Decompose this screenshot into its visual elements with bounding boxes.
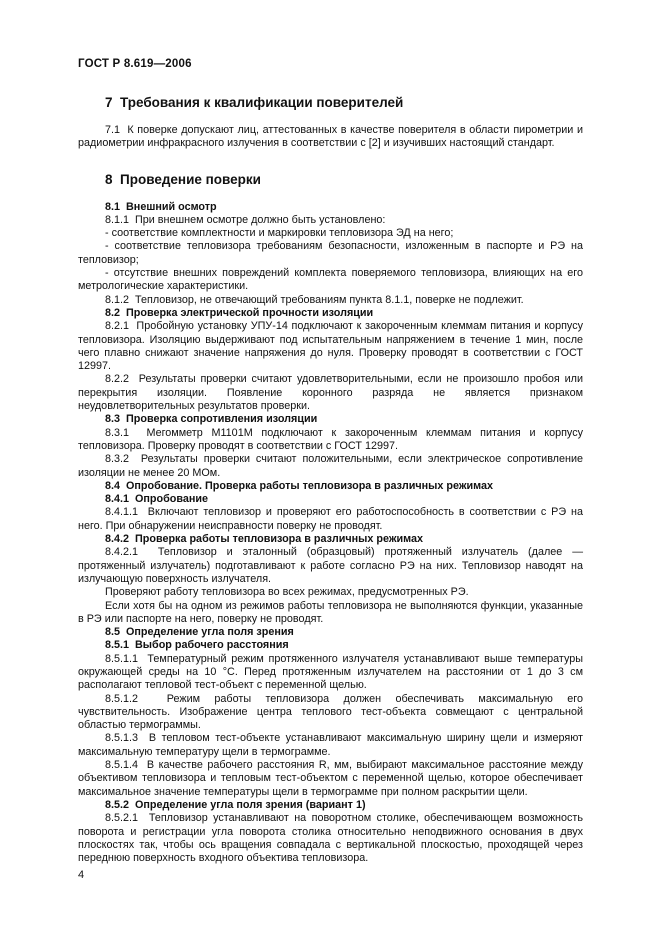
clause-8-1-2: 8.1.2 Тепловизор, не отвечающий требованиям пункта 8.1.1, поверке не подлежит. <box>105 293 524 306</box>
clause-8-5-1-3: 8.5.1.3 В тепловом тест-объекте устанавливают максимальную ширину щели и измеряют максимальную температуру щели в термограмме. <box>78 732 583 758</box>
clause-8-5-1-1: 8.5.1.1 Температурный режим протяженного излучателя устанавливают выше температуры окружающей среды на 10 °С. Перед протяженным излучателем на расстоянии от 1 до 3 см располагают тепловой тест-объект с переменной щелью. <box>78 652 583 692</box>
list-item-no-damage: - отсутствие внешних повреждений комплекта поверяемого тепловизора, влияющих на его метрологические характеристики. <box>78 267 583 293</box>
clause-8-4-1-heading: 8.4.1 Опробование <box>105 493 209 506</box>
clause-8-4-2-heading: 8.4.2 Проверка работы тепловизора в различных режимах <box>105 533 423 546</box>
clause-8-4-2-1: 8.4.2.1 Тепловизор и эталонный (образцовый) протяженный излучатель (далее — протяженный излучатель) подготавливают к работе согласно РЭ на них. Тепловизор наводят на излучающую поверхность излучателя. <box>78 546 583 585</box>
clause-8-3-2: 8.3.2 Результаты проверки считают положительными, если электрическое сопротивление изоляции не менее 20 МОм. <box>78 453 583 479</box>
clause-8-1-heading: 8.1 Внешний осмотр <box>105 200 217 213</box>
clause-8-1-1: 8.1.1 При внешнем осмотре должно быть установлено: <box>105 213 386 226</box>
clause-8-5-2-1: 8.5.2.1 Тепловизор устанавливают на поворотном столике, обеспечивающем возможность поворота и регистрации угла поворота столика относительно неподвижного основания в двух плоскостях так, чтобы ось вращения совпадала с вертикальной плоскостью, проходящей через переднюю поверхность входного объектива тепловизора. <box>78 812 583 865</box>
clause-7-1: 7.1 К поверке допускают лиц, аттестованных в качестве поверителя в области пирометрии и радиометрии инфракрасного излучения в соответствии с [2] и изучивших настоящий стандарт. <box>78 124 583 150</box>
section-7-heading: 7 Требования к квалификации поверителей <box>105 95 404 110</box>
section-8-heading: 8 Проведение поверки <box>105 171 261 187</box>
list-item-safety: - соответствие тепловизора требованиям безопасности, изложенным в паспорте и РЭ на тепловизор; <box>78 240 583 266</box>
list-item-completeness: - соответствие комплектности и маркировки тепловизора ЭД на него; <box>105 227 454 240</box>
clause-8-2-heading: 8.2 Проверка электрической прочности изоляции <box>105 306 374 319</box>
clause-8-4-heading: 8.4 Опробование. Проверка работы тепловизора в различных режимах <box>105 479 494 492</box>
clause-8-3-1: 8.3.1 Мегомметр М1101М подключают к закороченным клеммам питания и корпусу тепловизора. Проверку проводят в соответствии с ГОСТ 12997. <box>78 426 583 452</box>
clause-8-2-1: 8.2.1 Пробойную установку УПУ-14 подключают к закороченным клеммам питания и корпусу тепловизора. Изоляцию выдерживают под испытательным напряжением в течение 1 мин, после чего плавно снижают значение напряжения до нуля. Проверку проводят в соответствии с ГОСТ 12997. <box>78 320 583 373</box>
clause-8-2-2: 8.2.2 Результаты проверки считают удовлетворительными, если не произошло пробоя или перекрытия изоляции. Появление коронного разряда не является признаком неудовлетворительных результатов проверки. <box>78 373 583 413</box>
page-content <box>78 58 583 865</box>
clause-8-4-1-1: 8.4.1.1 Включают тепловизор и проверяют его работоспособность в соответствии с РЭ на него. При обнаружении неисправности поверку не проводят. <box>78 506 583 532</box>
standard-designation: ГОСТ Р 8.619—2006 <box>78 58 192 70</box>
clause-8-3-heading: 8.3 Проверка сопротивления изоляции <box>105 413 318 426</box>
clause-8-5-heading: 8.5 Определение угла поля зрения <box>105 626 294 639</box>
clause-8-4-2-1-para-2: Проверяют работу тепловизора во всех режимах, предусмотренных РЭ. <box>105 586 469 599</box>
clause-8-4-2-1-para-3: Если хотя бы на одном из режимов работы тепловизора не выполняются функции, указанные в РЭ или паспорте на него, поверку не проводят. <box>78 599 583 625</box>
clause-8-5-2-heading: 8.5.2 Определение угла поля зрения (вариант 1) <box>105 798 366 811</box>
clause-8-5-1-heading: 8.5.1 Выбор рабочего расстояния <box>105 639 289 652</box>
clause-8-5-1-2: 8.5.1.2 Режим работы тепловизора должен обеспечивать максимальную его чувствительность. Изображение центра теплового тест-объекта совмещают с центральной областью термограммы. <box>78 692 583 732</box>
clause-8-5-1-4: 8.5.1.4 В качестве рабочего расстояния R, мм, выбирают максимальное расстояние между объективом тепловизора и тепловым тест-объектом с переменной щелью, которое обеспечивает максимальное значение температуры щели в термограмме при полном раскрытии щели. <box>78 759 583 798</box>
page-number: 4 <box>78 869 85 881</box>
